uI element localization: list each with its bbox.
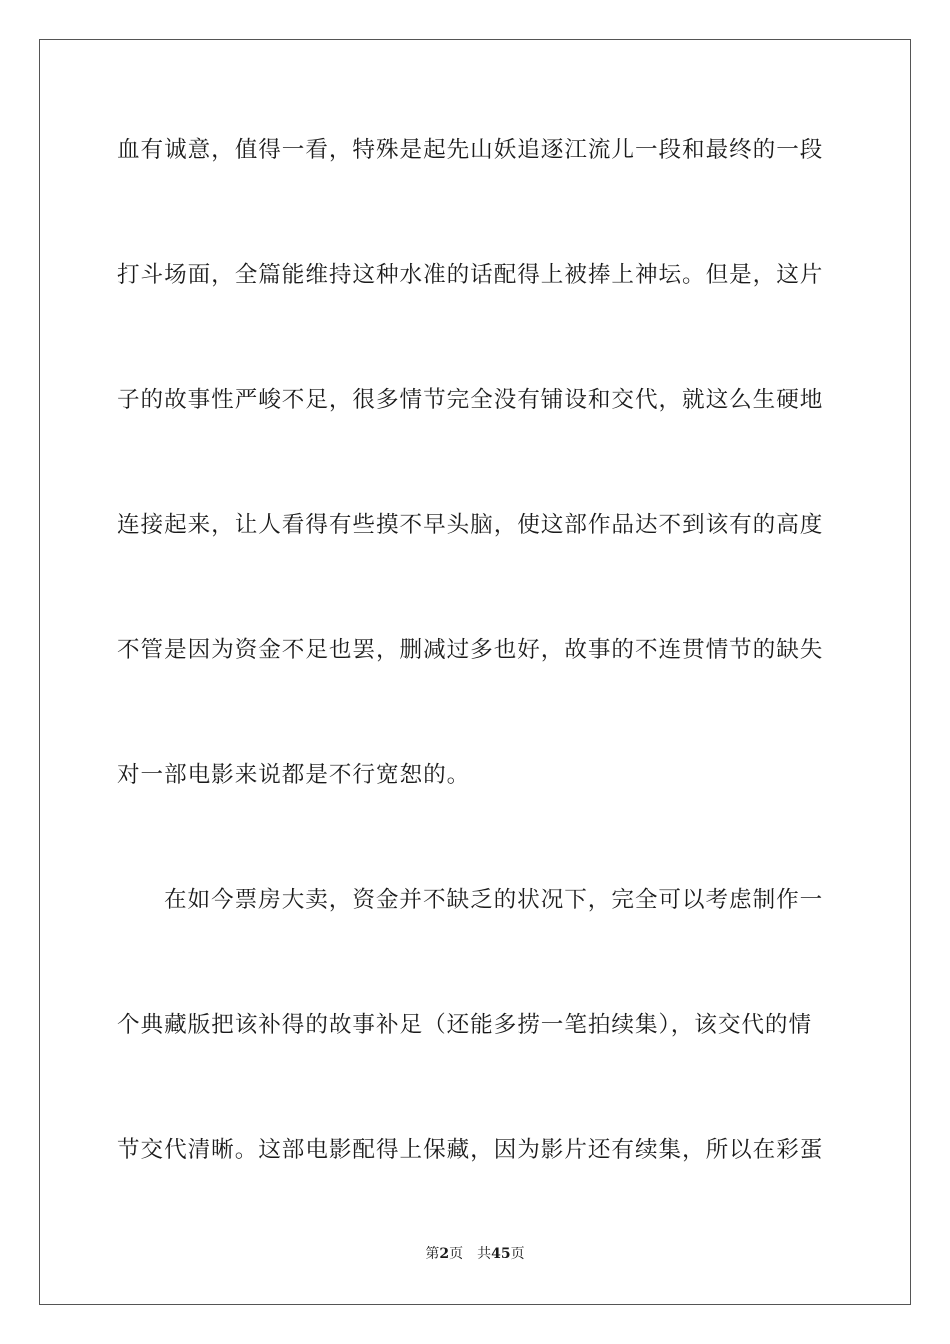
- text-line: 个典藏版把该补得的故事补足（还能多捞一笔拍续集），该交代的情: [117, 1012, 813, 1038]
- text-line: 血有诚意，值得一看，特殊是起先山妖追逐江流儿一段和最终的一段: [117, 137, 824, 163]
- text-line: 子的故事性严峻不足，很多情节完全没有铺设和交代，就这么生硬地: [117, 387, 824, 413]
- total-prefix: 共: [477, 1246, 492, 1262]
- text-line-paragraph-start: 在如今票房大卖，资金并不缺乏的状况下，完全可以考虑制作一: [164, 887, 824, 913]
- text-line: 连接起来，让人看得有些摸不早头脑，使这部作品达不到该有的高度: [117, 512, 824, 538]
- document-body: [117, 120, 833, 1245]
- page-prefix: 第: [425, 1246, 440, 1262]
- total-suffix: 页: [510, 1246, 525, 1262]
- text-line: 节交代清晰。这部电影配得上保藏，因为影片还有续集，所以在彩蛋: [117, 1137, 824, 1163]
- page-footer: [0, 1244, 950, 1264]
- text-line: 不管是因为资金不足也罢，删减过多也好，故事的不连贯情节的缺失: [117, 637, 824, 663]
- page-suffix: 页: [449, 1246, 464, 1262]
- text-line: 打斗场面，全篇能维持这种水准的话配得上被捧上神坛。但是，这片: [117, 262, 824, 288]
- total-pages: 45: [491, 1246, 511, 1262]
- text-line: 对一部电影来说都是不行宽恕的。: [117, 762, 471, 788]
- page-number: 2: [439, 1246, 450, 1262]
